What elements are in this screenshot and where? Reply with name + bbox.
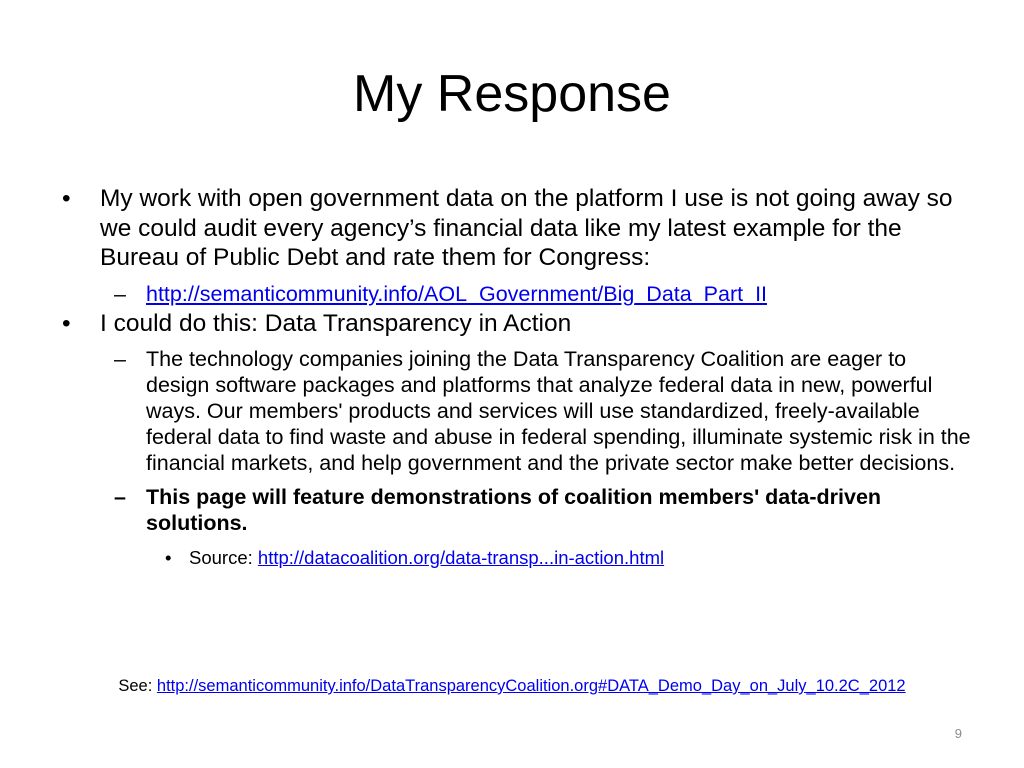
bullet-marker: • — [165, 547, 172, 568]
sub-bullet-item — [62, 346, 972, 476]
source-item — [62, 546, 972, 569]
bullet-text: My work with open government data on the platform I use is not going away so we could audit every agency’s financial data like my latest example for the Bureau of Public Debt and rate them for Congress: — [100, 185, 953, 271]
sub-bullet-item — [62, 281, 972, 307]
see-reference — [0, 676, 1024, 696]
slide-number: 9 — [954, 726, 962, 741]
see-label: See: — [118, 677, 157, 695]
semanticommunity-coalition-link[interactable]: http://semanticommunity.info/DataTransparencyCoalition.org#DATA_Demo_Day_on_July_10.2C_2012 — [156, 677, 906, 695]
bullet-item — [62, 184, 972, 273]
sub-bullet-item — [62, 484, 972, 536]
slide-title: My Response — [353, 65, 671, 123]
sub-bullet-text: The technology companies joining the Data Transparency Coalition are eager to design software packages and platforms that analyze federal data in new, powerful ways. Our members' products and services will use standardized, freely-available federal data to find waste and abuse in federal spending, illuminate systemic risk in the financial markets, and help government and the private sector make better decisions. — [146, 347, 971, 475]
bullet-marker: • — [62, 185, 71, 212]
slide-content — [62, 182, 972, 569]
dash-marker: – — [114, 347, 126, 371]
bullet-item — [62, 309, 972, 339]
sub-bullet-text: This page will feature demonstrations of coalition members' data-driven solutions. — [146, 485, 882, 535]
big-data-part-ii-link[interactable]: http://semanticommunity.info/AOL_Government/Big_Data_Part_II — [146, 281, 768, 306]
dash-marker: – — [114, 485, 126, 509]
bullet-marker: • — [62, 309, 71, 337]
bullet-text: I could do this: Data Transparency in Action — [100, 309, 572, 337]
dash-marker: – — [114, 281, 126, 306]
source-label: Source: — [189, 547, 258, 568]
datacoalition-link[interactable]: http://datacoalition.org/data-transp...in-action.html — [257, 547, 665, 568]
